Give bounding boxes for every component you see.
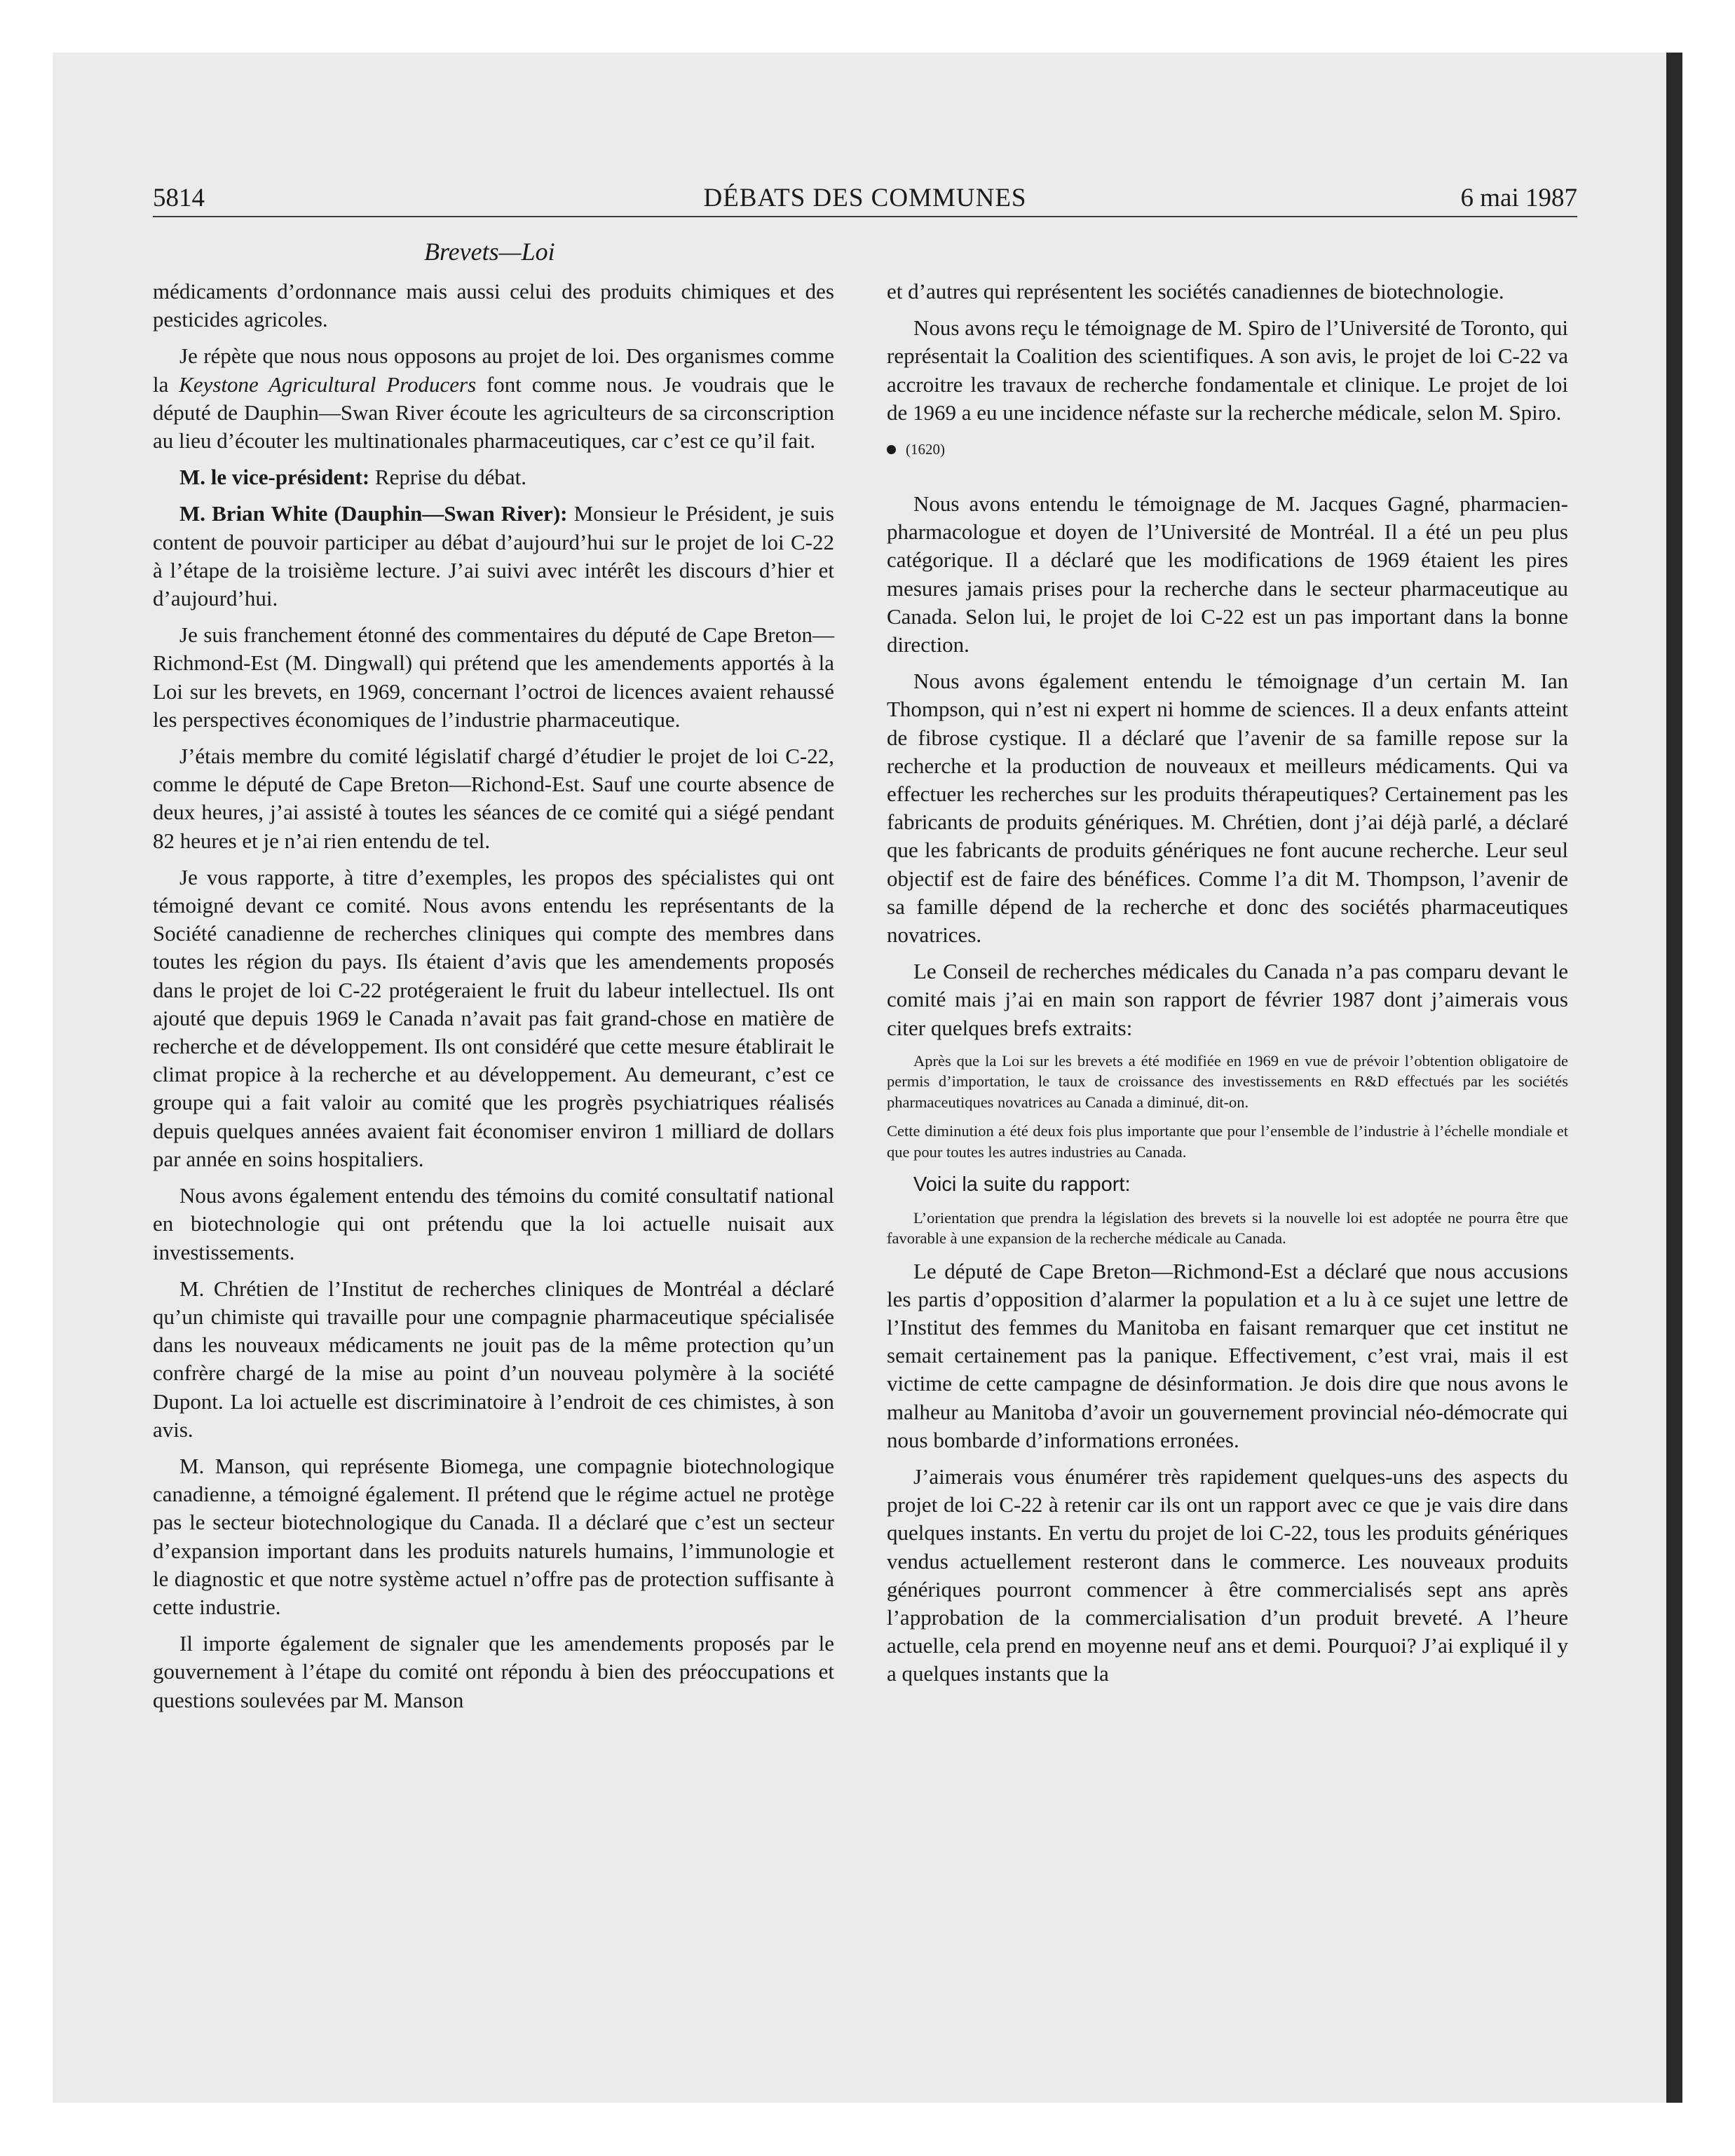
bullet-icon xyxy=(887,445,896,454)
left-column xyxy=(153,278,834,1723)
right-column xyxy=(887,278,1568,1697)
header-rule xyxy=(153,216,1577,217)
page-header xyxy=(153,181,1577,216)
paragraph: médicaments d’ordonnance mais aussi celui des produits chimiques et des pesticides agricoles. xyxy=(153,279,834,332)
paragraph: J’étais membre du comité législatif chargé d’étudier le projet de loi C-22, comme le député de Cape Breton—Richond-Est. Sauf une courte absence de deux heures, j’ai assisté à toutes les séances de ce comité qui a siégé pendant 82 heures et je n’ai rien entendu de tel. xyxy=(153,744,834,853)
speaker-name: M. Brian White (Dauphin—Swan River): xyxy=(179,501,568,526)
speech-paragraph: M. le vice-président: Reprise du débat. xyxy=(179,465,526,490)
paragraph: Nous avons entendu le témoignage de M. Jacques Gagné, pharmacien-pharmacologue et doyen de l’Université de Montréal. Il a été un peu plus catégorique. Il a déclaré que les modifications de 1969 étaient les pires mesures jamais prises pour la recherche dans le secteur pharmaceutique au Canada. Selon lui, le projet de loi C-22 est un pas important dans la bonne direction. xyxy=(887,491,1568,657)
paragraph: Le Conseil de recherches médicales du Canada n’a pas comparu devant le comité mais j’ai en main son rapport de février 1987 dont j’aimerais vous citer quelques brefs extraits: xyxy=(887,959,1568,1040)
running-title: Brevets—Loi xyxy=(424,238,555,266)
page-number: 5814 xyxy=(153,184,205,212)
paragraph: Il importe également de signaler que les amendements proposés par le gouvernement à l’étape du comité ont répondu à bien des préoccupations et questions soulevées par M. Manson xyxy=(153,1631,834,1712)
paragraph: Je vous rapporte, à titre d’exemples, les propos des spécialistes qui ont témoigné devant ce comité. Nous avons entendu les représentants de la Société canadienne de recherches cliniques qui compte des membres dans toutes les région du pays. Ils étaient d’avis que les amendements proposés dans le projet de loi C-22 protégeraient le fruit du labeur intellectuel. Ils ont ajouté que depuis 1969 le Canada n’avait pas fait grand-chose en matière de recherche et de développement. Ils ont considéré que cette mesure établirait le climat propice à la recherche et au développement. Au demeurant, c’est ce groupe qui a fait valoir au comité que les progrès psychiatriques réalisés depuis quelques années avaient fait économiser environ 1 milliard de dollars par année en soins hospitaliers. xyxy=(153,864,834,1171)
paragraph: et d’autres qui représentent les sociétés canadiennes de biotechnologie. xyxy=(887,279,1504,303)
publication-title: DÉBATS DES COMMUNES xyxy=(703,184,1027,212)
paragraph: Voici la suite du rapport: xyxy=(913,1173,1131,1196)
paragraph: Je suis franchement étonné des commentaires du député de Cape Breton—Richmond-Est (M. Dingwall) qui prétend que les amendements apportés à la Loi sur les brevets, en 1969, concernant l’octroi de licences avaient rehaussé les perspectives économiques de l’industrie pharmaceutique. xyxy=(153,622,834,732)
paragraph: Nous avons également entendu le témoignage d’un certain M. Ian Thompson, qui n’est ni expert ni homme de sciences. Il a deux enfants atteint de fibrose cystique. Il a déclaré que l’avenir de sa famille repose sur la recherche et la production de nouveaux et meilleurs médicaments. Qui va effectuer les recherches sur les produits thérapeutiques? Certainement pas les fabricants de produits génériques. M. Chrétien, dont j’ai déjà parlé, a déclaré que les fabricants de produits génériques ne font aucune recherche. Leur seul objectif est de faire des bénéfices. Comme l’a dit M. Thompson, l’avenir de sa famille dépend de la recherche et donc des sociétés pharmaceutiques novatrices. xyxy=(887,669,1568,948)
speech-paragraph: M. Brian White (Dauphin—Swan River): Monsieur le Président, je suis content de pouvoir participer au débat d’aujourd’hui sur le projet de loi C-22 à l’étape de la troisième lecture. J’ai suivi avec intérêt les discours d’hier et d’aujourd’hui. xyxy=(153,501,834,611)
paragraph: Je répète que nous nous opposons au projet de loi. Des organismes comme la Keystone Agricultural Producers font comme nous. Je voudrais que le député de Dauphin—Swan River écoute les agriculteurs de sa circonscription au lieu d’écouter les multinationales pharmaceutiques, car c’est ce qu’il fait. xyxy=(153,343,835,453)
paragraph: M. Chrétien de l’Institut de recherches cliniques de Montréal a déclaré qu’un chimiste qui travaille pour une compagnie pharmaceutique spécialisée dans les nouveaux médicaments ne jouit pas de la même protection qu’un confrère chargé de la mise au point d’un nouveau polymère à la société Dupont. La loi actuelle est discriminatoire à l’endroit de ces chimistes, à son avis. xyxy=(153,1276,834,1442)
block-quote: Après que la Loi sur les brevets a été modifiée en 1969 en vue de prévoir l’obtention obligatoire de permis d’importation, le taux de croissance des investissements en R&D effectués par les sociétés pharmaceutiques novatrices au Canada a diminué, dit-on. xyxy=(887,1051,1568,1111)
paragraph: Nous avons reçu le témoignage de M. Spiro de l’Université de Toronto, qui représentait la Coalition des scientifiques. A son avis, le projet de loi C-22 va accroitre les travaux de recherche fondamentale et clinique. Le projet de loi de 1969 a eu une incidence néfaste sur la recherche médicale, selon M. Spiro. xyxy=(887,315,1568,425)
organization-name: Keystone Agricultural Producers xyxy=(179,371,477,397)
paragraph: M. Manson, qui représente Biomega, une compagnie biotechnologique canadienne, a témoigné également. Il prétend que le régime actuel ne protège pas le secteur biotechnologique du Canada. Il a déclaré que c’est un secteur d’expansion important dans les produits naturels humains, l’immunologie et le diagnostic et que notre système actuel n’offre pas de protection suffisante à cette industrie. xyxy=(153,1453,834,1619)
paragraph: Nous avons également entendu des témoins du comité consultatif national en biotechnologie qui ont prétendu que la loi actuelle nuisait aux investissements. xyxy=(153,1183,834,1264)
time-marker-label: (1620) xyxy=(906,441,945,458)
paragraph: Le député de Cape Breton—Richmond-Est a déclaré que nous accusions les partis d’opposition d’alarmer la population et a lu à ce sujet une lettre de l’Institut des femmes du Manitoba en faisant remarquer que cet institut ne semait certainement pas la panique. Effectivement, c’est vrai, mais il est victime de cette campagne de désinformation. Je dois dire que nous avons le malheur au Manitoba d’avoir un gouvernement provincial néo-démocrate qui nous bombarde d’informations erronées. xyxy=(887,1258,1568,1452)
publication-date: 6 mai 1987 xyxy=(1460,184,1577,212)
block-quote: Cette diminution a été deux fois plus importante que pour l’ensemble de l’industrie à l’échelle mondiale et que pour toutes les autres industries au Canada. xyxy=(887,1122,1568,1161)
scan-edge-bar xyxy=(1666,53,1682,2103)
block-quote: L’orientation que prendra la législation des brevets si la nouvelle loi est adoptée ne pourra être que favorable à une expansion de la recherche médicale au Canada. xyxy=(887,1208,1568,1248)
paragraph: J’aimerais vous énumérer très rapidement quelques-uns des aspects du projet de loi C-22 à retenir car ils ont un rapport avec ce que je vais dire dans quelques instants. En vertu du projet de loi C-22, tous les produits génériques vendus actuellement resteront dans le commerce. Les nouveaux produits génériques pourront commencer à être commercialisés sept ans après l’approbation de la commercialisation d’un produit breveté. A l’heure actuelle, cela prend en moyenne neuf ans et demi. Pourquoi? J’ai expliqué il y a quelques instants que la xyxy=(887,1464,1568,1686)
speaker-name: M. le vice-président: xyxy=(179,465,370,490)
time-marker xyxy=(887,435,1568,463)
